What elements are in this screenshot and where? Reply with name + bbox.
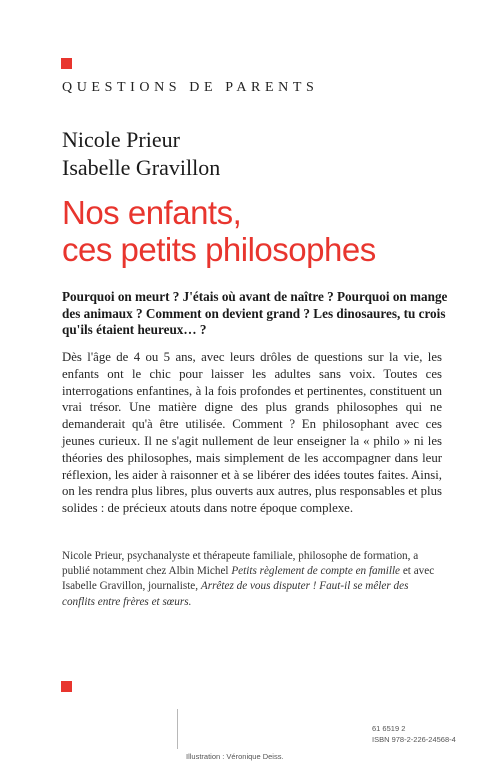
bio-book-2: Arrêtez de vous disputer ! Faut-il se mêler des conflits entre frères et sœurs.	[62, 580, 409, 608]
illustration-credit: Illustration : Véronique Deiss.	[186, 752, 284, 761]
author-bio	[62, 549, 442, 610]
book-title-line-1: Nos enfants,	[62, 194, 242, 231]
author-photo-frame	[61, 709, 178, 749]
red-square-top-icon	[61, 58, 72, 69]
isbn-number: ISBN 978-2-226-24568-4	[372, 735, 456, 744]
author-2: Isabelle Gravillon	[62, 155, 221, 180]
author-1: Nicole Prieur	[62, 127, 180, 152]
isbn-code: 61 6519 2	[372, 724, 406, 733]
red-square-bottom-icon	[61, 681, 72, 692]
authors	[62, 126, 220, 182]
bio-text-1: Nicole Prieur, psychanalyste et thérapeute familiale, philosophe de formation, a publié notamment chez Albin Michel	[62, 550, 419, 578]
book-title-line-2: ces petits philosophes	[62, 231, 376, 268]
book-title	[62, 194, 482, 268]
series-name: QUESTIONS DE PARENTS	[62, 80, 319, 95]
bio-book-1: Petits règlement de compte en famille	[231, 565, 401, 578]
description-paragraph: Dès l'âge de 4 ou 5 ans, avec leurs drôles de questions sur la vie, les enfants ont le chic pour laisser les adultes sans voix. Toutes ces interrogations enfantines, à la fois profondes et pertinentes, constituent un vrai trésor. Une matière digne des plus grands philosophes qui ne demanderait qu'à être utilisée. Comment ? En philosophant avec ces jeunes curieux. Il ne s'agit nullement de leur enseigner la « philo » ni les théories des philosophes, mais simplement de les accompagner dans leur réflexion, les aider à raisonner et à se libérer des idées toutes faites. Ainsi, on les rendra plus libres, plus ouverts aux autres, plus responsables et plus solides : de précieux atouts dans notre époque complexe.	[62, 350, 442, 516]
questions-paragraph: Pourquoi on meurt ? J'étais où avant de naître ? Pourquoi on mange des animaux ? Comment on devient grand ? Les dinosaures, tu crois qu'ils étaient heureux… ?	[62, 289, 448, 337]
isbn-block	[372, 723, 456, 745]
bio-text-2: et avec Isabelle Gravillon, journaliste,	[62, 565, 435, 593]
